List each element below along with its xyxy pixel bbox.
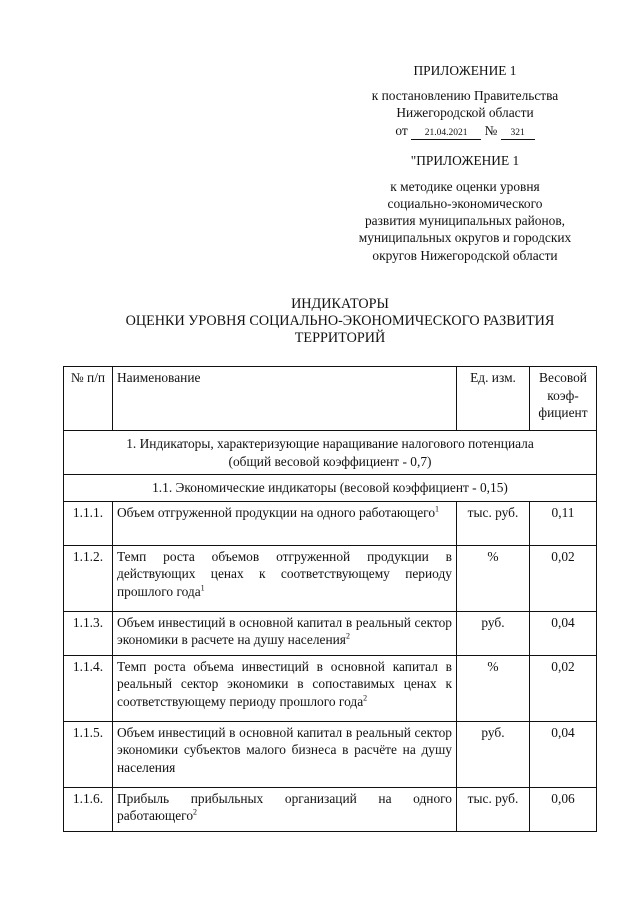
table-row [64, 501, 597, 545]
number-sign: № [484, 122, 498, 138]
indicators-table [63, 366, 597, 832]
row-num: 1.1.4. [64, 655, 113, 721]
row-weight: 0,02 [530, 545, 597, 611]
row-unit: тыс. руб. [457, 501, 530, 545]
row-name: Объем инвестиций в основной капитал в реальный сектор экономики в расчете на душу населения$^2$ [113, 611, 457, 655]
table-header-row [64, 367, 597, 431]
header-name: Наименование [113, 367, 457, 431]
methodology-line: округов Нижегородской области [372, 247, 558, 263]
row-num: 1.1.1. [64, 501, 113, 545]
footnote-mark: 2 [193, 807, 198, 817]
row-name: Прибыль прибыльных организаций на одного работающего$^2$ [113, 787, 457, 831]
row-weight: 0,02 [530, 655, 597, 721]
resolution-line-2: Нижегородской области [396, 105, 534, 121]
table-row [64, 787, 597, 831]
row-unit: тыс. руб. [457, 787, 530, 831]
methodology-line: развития муниципальных районов, [364, 213, 566, 229]
document-title [90, 296, 590, 347]
header-weight: Весовой коэф-фициент [530, 367, 597, 431]
row-unit: руб. [457, 721, 530, 787]
table-row [64, 655, 597, 721]
footnote-mark: 2 [345, 631, 350, 641]
resolution-date: 21.04.2021 [411, 127, 481, 140]
row-name: Темп роста объема инвестиций в основной капитал в реальный сектор экономики в сопоставимых ценах к соответствующему периоду прошлого года$^2$ [113, 655, 457, 721]
resolution-number: 321 [501, 127, 535, 140]
row-unit: руб. [457, 611, 530, 655]
appendix-header [320, 62, 610, 264]
section-row [64, 431, 597, 475]
table-row [64, 721, 597, 787]
row-unit: % [457, 545, 530, 611]
section-title: 1. Индикаторы, характеризующие наращивание налогового потенциала (общий весовой коэффициент - 0,7) [64, 431, 597, 475]
methodology-line: социально-экономического [387, 196, 543, 212]
row-name: Объем инвестиций в основной капитал в реальный сектор экономики субъектов малого бизнеса в расчёте на душу населения [113, 721, 457, 787]
footnote-mark: 1 [435, 504, 440, 514]
row-weight: 0,04 [530, 721, 597, 787]
title-line: ИНДИКАТОРЫ [291, 296, 389, 312]
row-weight: 0,11 [530, 501, 597, 545]
footnote-mark: 1 [200, 583, 205, 593]
header-num: № п/п [64, 367, 113, 431]
table-row [64, 611, 597, 655]
row-num: 1.1.6. [64, 787, 113, 831]
row-name: Объем отгруженной продукции на одного работающего$^1$ [113, 501, 457, 545]
date-prefix: от [395, 122, 408, 138]
title-line: ТЕРРИТОРИЙ [294, 330, 386, 346]
row-unit: % [457, 655, 530, 721]
row-num: 1.1.5. [64, 721, 113, 787]
resolution-line-1: к постановлению Правительства [371, 88, 559, 104]
row-name: Темп роста объемов отгруженной продукции в действующих ценах к соответствующему периоду прошлого года$^1$ [113, 545, 457, 611]
row-weight: 0,06 [530, 787, 597, 831]
row-weight: 0,04 [530, 611, 597, 655]
subsection-row [64, 475, 597, 502]
row-num: 1.1.3. [64, 611, 113, 655]
methodology-line: к методике оценки уровня [390, 178, 540, 194]
quoted-appendix-title: "ПРИЛОЖЕНИЕ 1 [410, 152, 520, 168]
appendix-title: ПРИЛОЖЕНИЕ 1 [413, 63, 517, 78]
title-line: ОЦЕНКИ УРОВНЯ СОЦИАЛЬНО-ЭКОНОМИЧЕСКОГО РАЗВИТИЯ [125, 313, 555, 329]
row-num: 1.1.2. [64, 545, 113, 611]
header-unit: Ед. изм. [457, 367, 530, 431]
methodology-line: муниципальных округов и городских [358, 230, 572, 246]
table-row [64, 545, 597, 611]
footnote-mark: 2 [363, 693, 368, 703]
subsection-title: 1.1. Экономические индикаторы (весовой коэффициент - 0,15) [64, 475, 597, 502]
date-number-line [320, 122, 610, 140]
